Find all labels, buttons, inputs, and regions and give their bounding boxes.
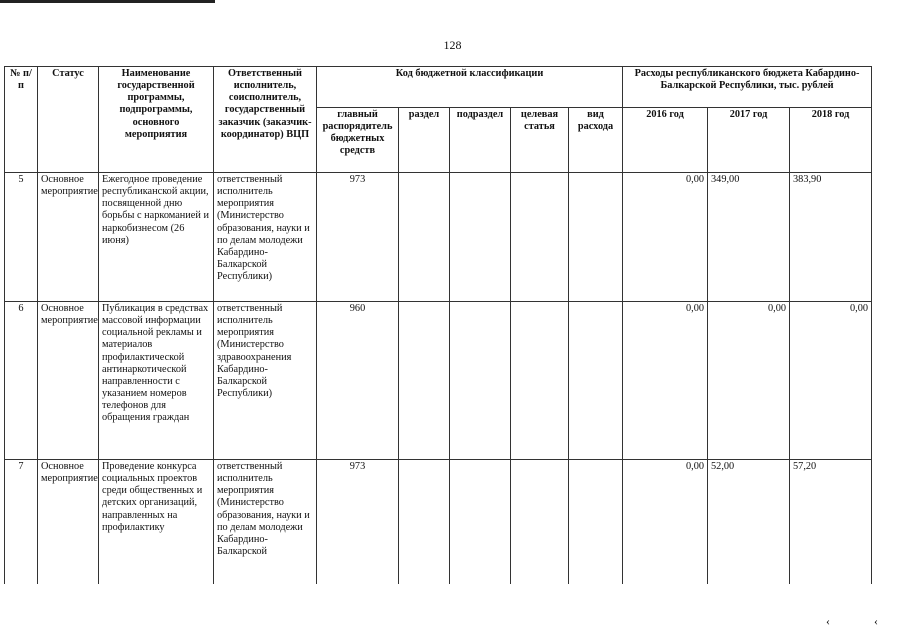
header-2017: 2017 год xyxy=(708,108,790,173)
row-name: Публикация в средствах массовой информации социальной рекламы и материалов профилактической антинаркотической направленности с указанием номеров телефонов для обращения граждан xyxy=(99,302,214,460)
row-2016: 0,00 xyxy=(623,173,708,302)
table-row xyxy=(5,173,872,302)
row-expense-type xyxy=(569,173,623,302)
row-name: Проведение конкурса социальных проектов среди общественных и детских организаций, направленных на профилактику xyxy=(99,460,214,585)
row-main-manager: 973 xyxy=(317,460,399,585)
row-expense-type xyxy=(569,460,623,585)
header-2018: 2018 год xyxy=(790,108,872,173)
header-no: № п/п xyxy=(5,67,38,173)
header-subsection: подраздел xyxy=(450,108,511,173)
row-no: 7 xyxy=(5,460,38,585)
row-2018: 57,20 xyxy=(790,460,872,585)
row-2018: 0,00 xyxy=(790,302,872,460)
row-section xyxy=(399,460,450,585)
row-status: Основное мероприятие xyxy=(38,460,99,585)
row-responsible: ответственный исполнитель мероприятия (Министерство образования, науки и по делам молодежи Кабардино-Балкарской xyxy=(214,460,317,585)
row-subsection xyxy=(450,460,511,585)
row-2016: 0,00 xyxy=(623,302,708,460)
header-main-manager: главный распорядитель бюджетных средств xyxy=(317,108,399,173)
row-no: 5 xyxy=(5,173,38,302)
row-2018: 383,90 xyxy=(790,173,872,302)
table-row xyxy=(5,302,872,460)
row-subsection xyxy=(450,173,511,302)
header-section: раздел xyxy=(399,108,450,173)
row-section xyxy=(399,302,450,460)
header-name: Наименование государственной программы, подпрограммы, основного мероприятия xyxy=(99,67,214,173)
row-no: 6 xyxy=(5,302,38,460)
budget-table xyxy=(4,66,872,584)
footer-mark: ‹ xyxy=(874,614,878,628)
row-2017: 349,00 xyxy=(708,173,790,302)
header-2016: 2016 год xyxy=(623,108,708,173)
row-2016: 0,00 xyxy=(623,460,708,585)
header-expense-type: вид расхода xyxy=(569,108,623,173)
row-section xyxy=(399,173,450,302)
row-main-manager: 960 xyxy=(317,302,399,460)
table-row xyxy=(5,460,872,585)
row-responsible: ответственный исполнитель мероприятия (Министерство образования, науки и по делам молодежи Кабардино-Балкарской Республики) xyxy=(214,173,317,302)
row-target-item xyxy=(511,173,569,302)
header-status: Статус xyxy=(38,67,99,173)
row-2017: 52,00 xyxy=(708,460,790,585)
header-row-1 xyxy=(5,67,872,108)
header-expenses: Расходы республиканского бюджета Кабардино-Балкарской Республики, тыс. рублей xyxy=(623,67,872,108)
row-name: Ежегодное проведение республиканской акции, посвященной дню борьбы с наркоманией и наркобизнесом (26 июня) xyxy=(99,173,214,302)
row-expense-type xyxy=(569,302,623,460)
row-status: Основное мероприятие xyxy=(38,173,99,302)
row-target-item xyxy=(511,302,569,460)
page-number: 128 xyxy=(443,38,462,52)
row-2017: 0,00 xyxy=(708,302,790,460)
row-subsection xyxy=(450,302,511,460)
row-target-item xyxy=(511,460,569,585)
row-status: Основное мероприятие xyxy=(38,302,99,460)
header-target-item: целевая статья xyxy=(511,108,569,173)
header-responsible: Ответственный исполнитель, соисполнитель, государственный заказчик (заказчик-координатор) ВЦП xyxy=(214,67,317,173)
header-budget-code: Код бюджетной классификации xyxy=(317,67,623,108)
row-responsible: ответственный исполнитель мероприятия (Министерство здравоохранения Кабардино-Балкарской Республики) xyxy=(214,302,317,460)
footer-mark: ‹ xyxy=(826,614,830,628)
row-main-manager: 973 xyxy=(317,173,399,302)
top-rule xyxy=(0,0,215,3)
